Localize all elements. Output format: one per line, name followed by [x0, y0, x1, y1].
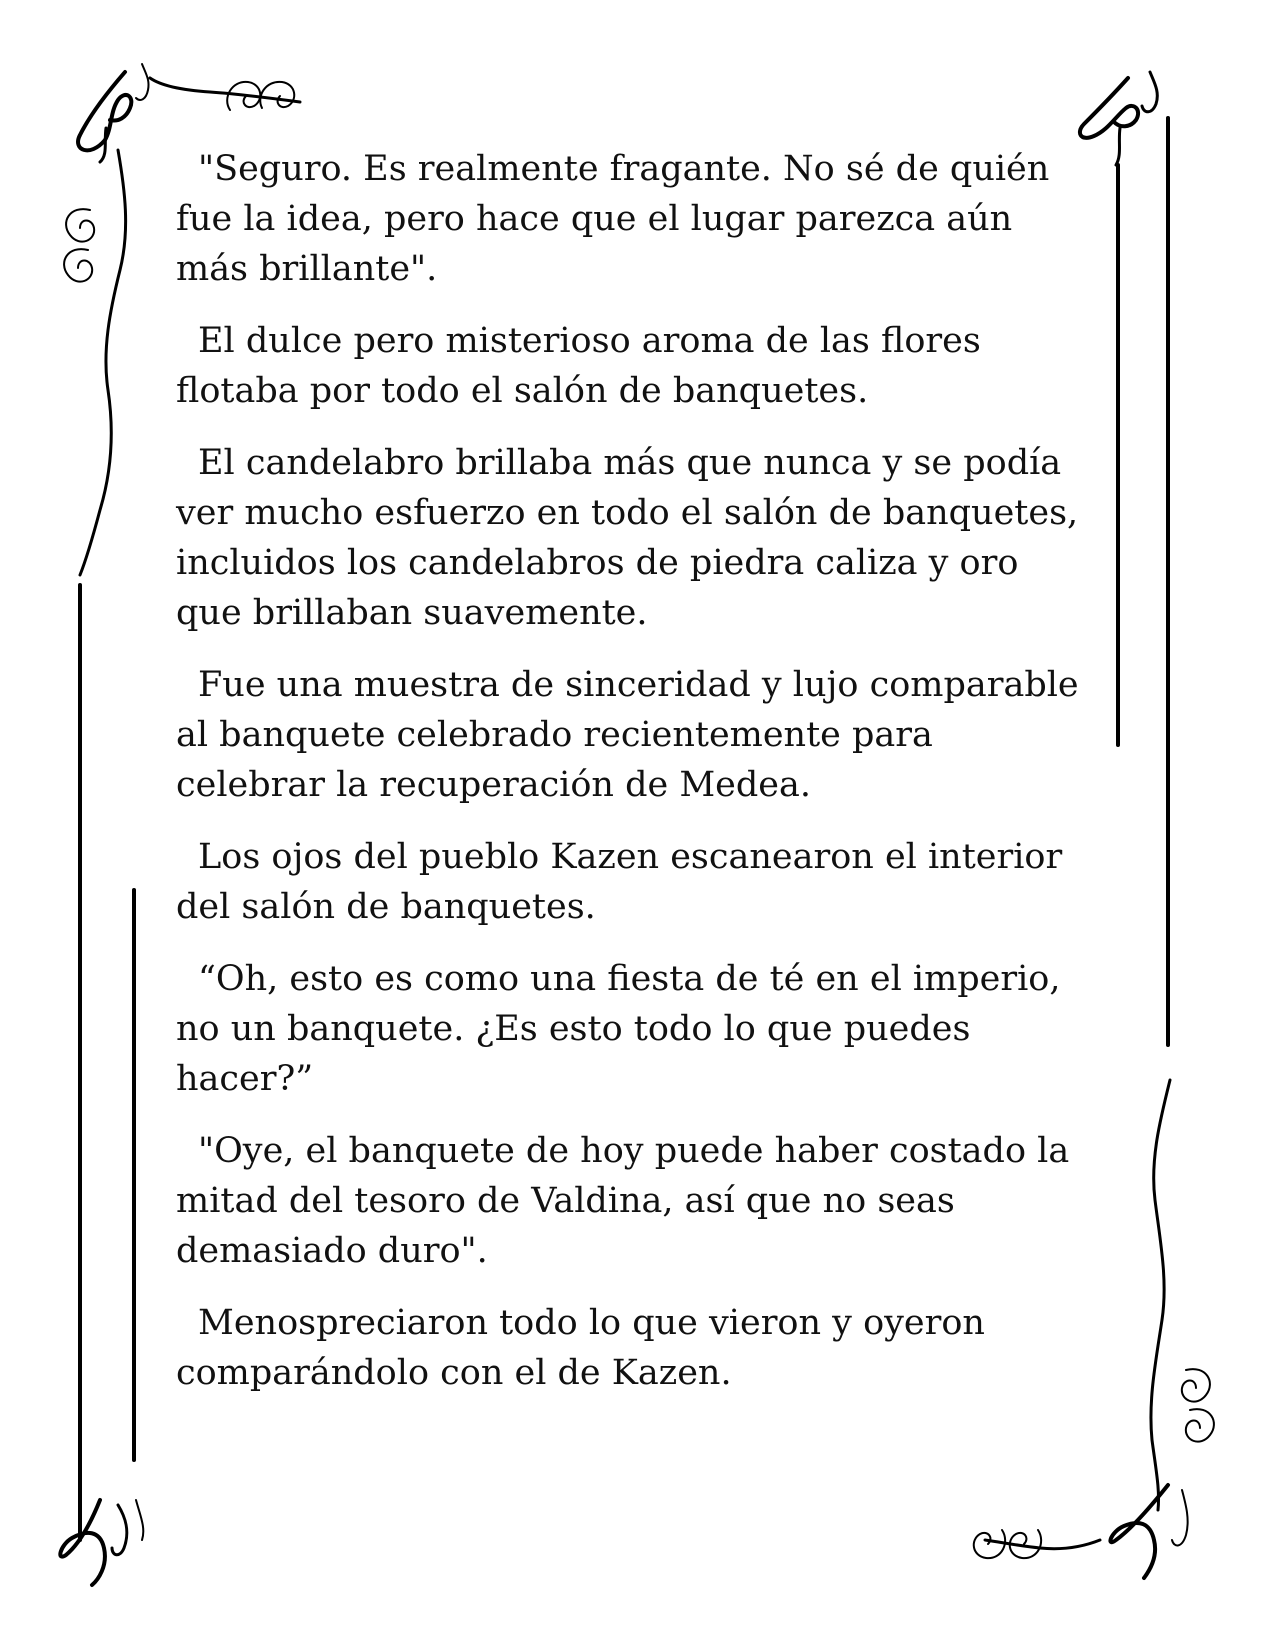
left-swirl-icon — [64, 209, 94, 282]
right-swirl-icon — [1182, 1369, 1214, 1442]
paragraph-7: "Oye, el banquete de hoy puede haber costado la mitad del tesoro de Valdina, así que no seas demasiado duro". — [176, 1131, 1070, 1271]
paragraph-1: "Seguro. Es realmente fragante. No sé de quién fue la idea, pero hace que el lugar parezca aún más brillante". — [176, 149, 1050, 289]
paragraph-5: Los ojos del pueblo Kazen escanearon el interior del salón de banquetes. — [176, 837, 1063, 927]
paragraph-8: Menospreciaron todo lo que vieron y oyeron comparándolo con el de Kazen. — [176, 1303, 985, 1393]
right-flourish-line-icon — [1151, 1080, 1170, 1510]
top-right-flourish-icon — [1080, 72, 1157, 165]
bottom-left-flourish-icon — [60, 1500, 143, 1585]
bottom-right-flourish-icon — [985, 1485, 1188, 1578]
top-left-curl-icon — [227, 82, 294, 110]
paragraph-4: Fue una muestra de sinceridad y lujo comparable al banquete celebrado recientemente para celebrar la recuperación de Medea. — [176, 665, 1079, 805]
story-text — [176, 144, 1081, 1420]
left-flourish-line-icon — [80, 150, 126, 575]
paragraph-2: El dulce pero misterioso aroma de las flores flotaba por todo el salón de banquetes. — [176, 321, 981, 411]
paragraph-6: “Oh, esto es como una fiesta de té en el imperio, no un banquete. ¿Es esto todo lo que puedes hacer?” — [176, 959, 1061, 1099]
paragraph-3: El candelabro brillaba más que nunca y se podía ver mucho esfuerzo en todo el salón de banquetes, incluidos los candelabros de piedra caliza y oro que brillaban suavemente. — [176, 443, 1079, 633]
